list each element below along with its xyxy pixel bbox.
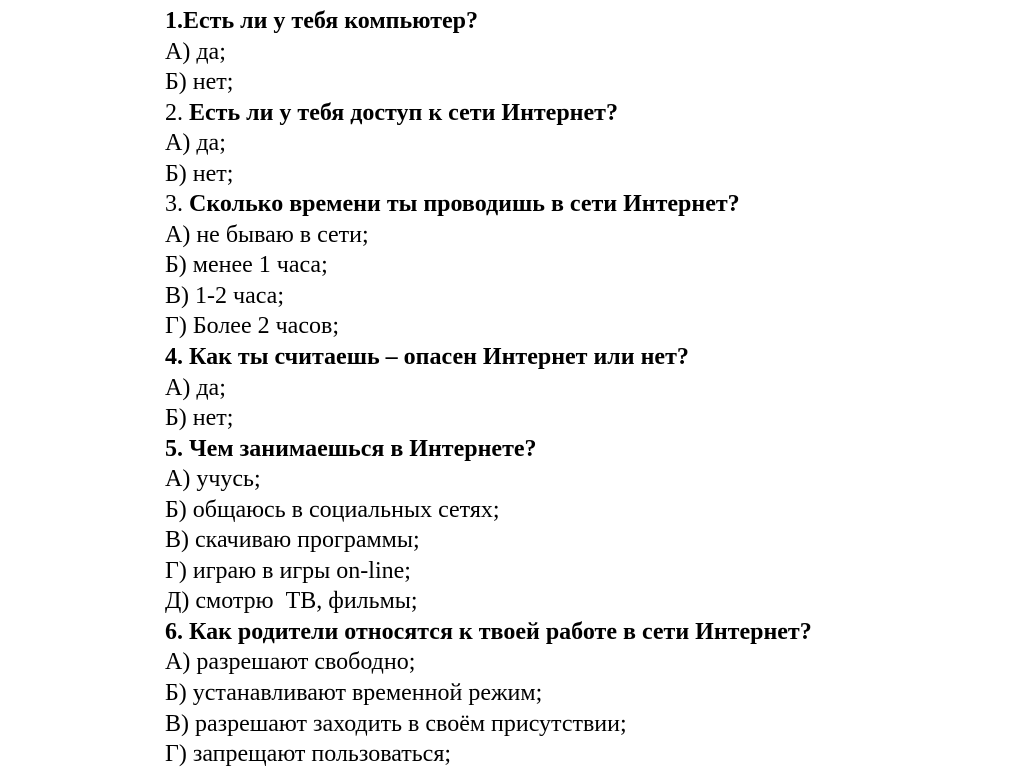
question-number: 6. bbox=[165, 618, 189, 645]
answer-option: А) да; bbox=[165, 374, 226, 401]
question-text: Сколько времени ты проводишь в сети Интернет? bbox=[189, 191, 740, 218]
question-5 bbox=[165, 434, 1005, 465]
answer-option: В) 1-2 часа; bbox=[165, 282, 284, 309]
question-4 bbox=[165, 342, 1005, 373]
question-number: 4. bbox=[165, 344, 189, 371]
question-number: 1. bbox=[165, 8, 183, 34]
answer-option: А) да; bbox=[165, 38, 226, 65]
answer-option: А) да; bbox=[165, 130, 226, 157]
questionnaire bbox=[165, 6, 1005, 770]
answer-option: А) не бываю в сети; bbox=[165, 221, 369, 248]
answer-option: Б) нет; bbox=[165, 405, 234, 432]
question-text: Как ты считаешь – опасен Интернет или нет? bbox=[189, 344, 689, 371]
answer-option: Г) играю в игры on-line; bbox=[165, 557, 411, 584]
answer-option: В) разрешают заходить в своём присутствии; bbox=[165, 710, 627, 737]
question-text: Есть ли у тебя доступ к сети Интернет? bbox=[189, 99, 618, 126]
question-3 bbox=[165, 189, 1005, 220]
question-1 bbox=[165, 6, 1005, 37]
answer-option: А) учусь; bbox=[165, 466, 261, 493]
answer-option: Д) смотрю ТВ, фильмы; bbox=[165, 588, 418, 615]
answer-option: Б) нет; bbox=[165, 160, 234, 187]
answer-option: В) скачиваю программы; bbox=[165, 527, 420, 554]
answer-option: Б) общаюсь в социальных сетях; bbox=[165, 496, 500, 523]
question-text: Есть ли у тебя компьютер? bbox=[183, 8, 478, 34]
answer-option: Б) нет; bbox=[165, 69, 234, 96]
question-2 bbox=[165, 98, 1005, 129]
question-text: Как родители относятся к твоей работе в сети Интернет? bbox=[189, 618, 812, 645]
question-number: 2. bbox=[165, 99, 189, 126]
question-6 bbox=[165, 617, 1005, 648]
answer-option: А) разрешают свободно; bbox=[165, 649, 416, 676]
question-number: 5. bbox=[165, 435, 189, 462]
answer-option: Б) устанавливают временной режим; bbox=[165, 680, 543, 707]
answer-option: Г) запрещают пользоваться; bbox=[165, 741, 452, 768]
answer-option: Б) менее 1 часа; bbox=[165, 252, 328, 279]
question-text: Чем занимаешься в Интернете? bbox=[189, 435, 537, 462]
question-number: 3. bbox=[165, 191, 189, 218]
answer-option: Г) Более 2 часов; bbox=[165, 313, 339, 340]
